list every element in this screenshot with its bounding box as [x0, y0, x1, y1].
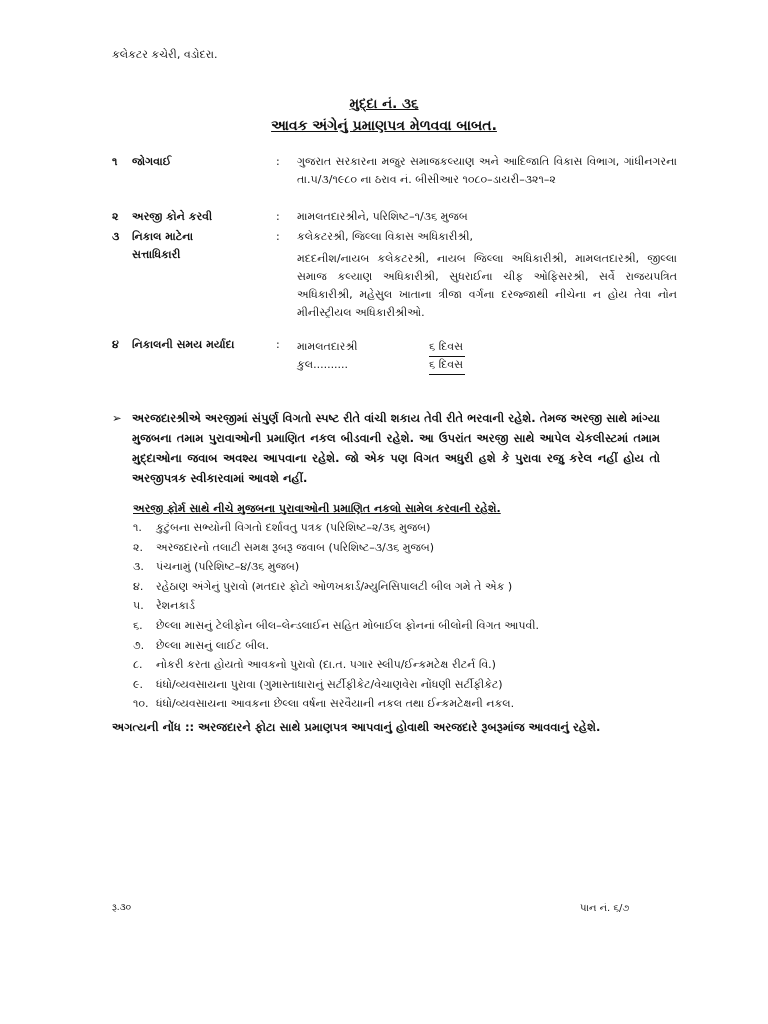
- list-item-number: ૧૦.: [133, 697, 149, 711]
- list-item-text: છેલ્લા માસનું લાઈટ બીલ.: [156, 638, 269, 652]
- list-item-number: ૮.: [133, 658, 143, 672]
- list-item: [133, 675, 653, 695]
- list-item-text: છેલ્લા માસનું ટેલીફોન બીલ–લેન્ડલાઈન સહિત મોબાઈલ ફોનનાં બીલોની વિગત આપવી.: [156, 618, 540, 632]
- list-item-text: ધંધો/વ્યવસાયના પુરાવા (ગુમાસ્તાધારાનું સર્ટીફીકેટ/વેચાણવેરા નોંધણી સર્ટીફીકેટ): [156, 677, 503, 691]
- list-item: [133, 538, 653, 558]
- list-item: [133, 655, 653, 675]
- time-limit-office: મામલતદારશ્રી: [297, 340, 358, 353]
- section-label: નિકાલની સમય મર્યાદા: [132, 338, 235, 351]
- documents-list: [133, 518, 653, 714]
- section-value-line2: મદદનીશ/નાયબ કલેકટરશ્રી, નાયબ જિલ્લા અધિકારીશ્રી, મામલતદારશ્રી, જીલ્લા સમાજ કલ્યાણ અધિકારીશ્રી, સુધરાઈના ચીફ ઓફિસરશ્રી, સર્વે રાજયપત્રિત અધિકારીશ્રી, મહેસુલ ખાતાના ત્રીજા વર્ગના દરજ્જાથી નીચેના ન હોય તેવા નોન મીનીસ્ટ્રીયલ અધિકારીશ્રીઓ.: [297, 252, 677, 319]
- list-item-number: ૯.: [133, 677, 144, 691]
- list-item-number: ૨.: [133, 540, 143, 554]
- section-colon: :: [276, 210, 280, 223]
- topic-title: આવક અંગેનું પ્રમાણપત્ર મેળવવા બાબત.: [271, 118, 497, 134]
- office-header: કલેકટર કચેરી, વડોદરા.: [112, 48, 218, 61]
- time-limit-days: ૬ દિવસ: [429, 338, 465, 357]
- arrow-bullet-icon: ➢: [112, 411, 122, 425]
- section-authority: [112, 228, 677, 336]
- section-value: મામલતદારશ્રીને, પરિશિષ્ટ–૧/૩૬ મુજબ: [297, 210, 468, 223]
- list-item-text: રેશનકાર્ડ: [156, 599, 195, 613]
- section-number: ૪: [112, 338, 119, 351]
- fee-footer: રૂ.૩૦: [112, 903, 132, 913]
- section-label: જોગવાઈ: [132, 155, 172, 168]
- section-label-line2: સત્તાધિકારી: [132, 248, 181, 261]
- list-item-text: કુટુંબના સભ્યોની વિગતો દર્શાવતુ પત્રક (પરિશિષ્ટ–૨/૩૬ મુજબ): [156, 521, 431, 534]
- list-item-text: રહેઠાણ અંગેનું પુરાવો (મતદાર ફોટો ઓળખકાર્ડ/મ્યુનિસિપાલટી બીલ ગમે તે એક ): [156, 579, 513, 593]
- list-item-text: પંચનામું (પરિશિષ્ટ–૪/૩૬ મુજબ): [156, 560, 300, 574]
- section-number: ૧: [112, 155, 118, 168]
- page-number: પાન નં. ૬/૭: [580, 903, 630, 914]
- section-apply-to: [112, 208, 672, 226]
- list-item-number: ૩.: [133, 560, 144, 574]
- important-note: અગત્યની નોંધ :: અરજદારને ફોટા સાથે પ્રમાણપત્ર આપવાનું હોવાથી અરજદારે રૂબરૂમાંજ આવવાનું રહેશે.: [112, 720, 601, 734]
- list-item-number: ૧.: [133, 521, 142, 534]
- time-limit-table: [297, 338, 497, 374]
- section-colon: :: [276, 230, 280, 243]
- instruction-text: અરજદારશ્રીએ અરજીમાં સંપુર્ણ વિગતો સ્પષ્ટ રીતે વાંચી શકાય તેવી રીતે ભરવાની રહેશે. તેમજ અરજી સાથે માંગ્યા મુજબના તમામ પુરાવાઓની પ્રમાણિત નકલ બીડવાની રહેશે. આ ઉપરાંત અરજી સાથે આપેલ ચેકલીસ્ટમાં તમામ મુદ્દાઓના જવાબ અવશ્ય આપવાના રહેશે. જો એક પણ વિગત અધુરી હશે કે પુરાવા રજુ કરેલ નહીં હોય તો અરજીપત્રક સ્વીકારવામાં આવશે નહીં.: [132, 411, 660, 485]
- list-item: [133, 596, 653, 616]
- time-limit-office: કુલ..........: [297, 358, 349, 371]
- section-value: કલેકટરશ્રી, જિલ્લા વિકાસ અધિકારીશ્રી,: [297, 230, 473, 243]
- time-limit-row: [297, 338, 497, 356]
- list-item-number: ૬.: [133, 618, 143, 632]
- documents-heading: અરજી ફોર્મ સાથે નીચે મુજબના પુરાવાઓની પ્રમાણિત નકલો સામેલ કરવાની રહેશે.: [133, 502, 501, 515]
- list-item-number: ૫.: [133, 599, 144, 613]
- list-item: [133, 557, 653, 577]
- section-number: ૩: [112, 230, 120, 243]
- section-provision: [112, 153, 677, 207]
- list-item: [133, 518, 653, 538]
- section-number: ૨: [112, 210, 119, 223]
- list-item-text: નોકરી કરતા હોયતો આવકનો પુરાવો (દા.ત. પગાર સ્લીપ/ઈન્કમટેક્ષ રીટર્ન વિ.): [156, 658, 496, 672]
- section-label: નિકાલ માટેના: [132, 230, 194, 243]
- section-label: અરજી કોને કરવી: [132, 210, 213, 223]
- list-item-number: ૭.: [133, 638, 145, 652]
- list-item-text: ધંધો/વ્યવસાયના આવકના છેલ્લા વર્ષના સરવૈયાની નકલ તથા ઈન્કમટેક્ષની નકલ.: [156, 697, 515, 711]
- list-item: [133, 577, 653, 597]
- time-limit-days: ૬ દિવસ: [429, 356, 465, 375]
- section-value: ગુજરાત સરકારના મજુર સમાજકલ્યાણ અને આદિજાતિ વિકાસ વિભાગ, ગાંધીનગરના તા.૫/૩/૧૯૮૦ ના ઠરાવ નં. બીસીઆર ૧૦૮૦–ડાયરી–૩૨૧–૨: [297, 155, 677, 186]
- list-item-text: અરજદારનો તલાટી સમક્ષ રૂબરૂ જવાબ (પરિશિષ્ટ–૩/૩૬ મુજબ): [156, 540, 435, 554]
- list-item-number: ૪.: [133, 579, 144, 593]
- time-limit-row: [297, 356, 497, 374]
- list-item: [133, 616, 653, 636]
- topic-number: મુદ્દા નં. ૩૬: [349, 96, 419, 112]
- section-colon: :: [276, 338, 280, 351]
- list-item: [133, 636, 653, 656]
- section-colon: :: [276, 155, 280, 168]
- list-item: [133, 694, 653, 714]
